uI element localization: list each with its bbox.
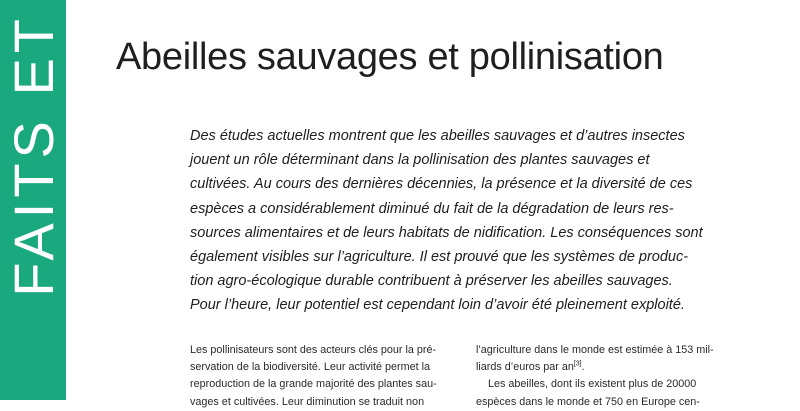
- intro-paragraph: [190, 124, 732, 318]
- body-column-right: [476, 342, 738, 411]
- sidebar-band: [0, 0, 66, 400]
- body-line: reproduction de la grande majorité des plantes sau-: [190, 378, 437, 391]
- section-label: FAITS ET: [1, 14, 65, 297]
- body-line: l’agriculture dans le monde est estimée à 153 mil-: [476, 344, 714, 356]
- body-line: [476, 359, 738, 376]
- body-line-text: liards d’euros par an: [476, 361, 574, 374]
- intro-line: sources alimentaires et de leurs habitats de nidification. Les conséquences sont: [190, 224, 703, 241]
- intro-line: Pour l’heure, leur potentiel est cependant loin d’avoir été pleinement exploité.: [190, 297, 685, 314]
- body-column-left: [190, 342, 456, 411]
- intro-line: également visibles sur l’agriculture. Il est prouvé que les systèmes de produc-: [190, 249, 689, 266]
- body-line: servation de la biodiversité. Leur activité permet la: [190, 361, 431, 374]
- intro-line: cultivées. Au cours des dernières décennies, la présence et la diversité de ces: [190, 176, 693, 193]
- body-line-end: .: [581, 361, 585, 374]
- intro-line: jouent un rôle déterminant dans la pollinisation des plantes sauvages et: [190, 152, 650, 169]
- intro-line: Des études actuelles montrent que les abeilles sauvages et d’autres insectes: [190, 128, 685, 144]
- intro-line: espèces a considérablement diminué du fait de la dégradation de leurs res-: [190, 200, 674, 217]
- body-line: Les pollinisateurs sont des acteurs clés pour la pré-: [190, 344, 437, 356]
- body-line: vages et cultivées. Leur diminution se traduit non: [190, 395, 425, 408]
- page-title: Abeilles sauvages et pollinisation: [116, 36, 664, 78]
- body-line: espèces dans le monde et 750 en Europe cen-: [476, 395, 700, 408]
- intro-line: tion agro-écologique durable contribuent à préserver les abeilles sauvages.: [190, 273, 673, 290]
- body-line: Les abeilles, dont ils existent plus de 20000: [488, 378, 697, 391]
- reference-marker[interactable]: [3]: [573, 360, 582, 368]
